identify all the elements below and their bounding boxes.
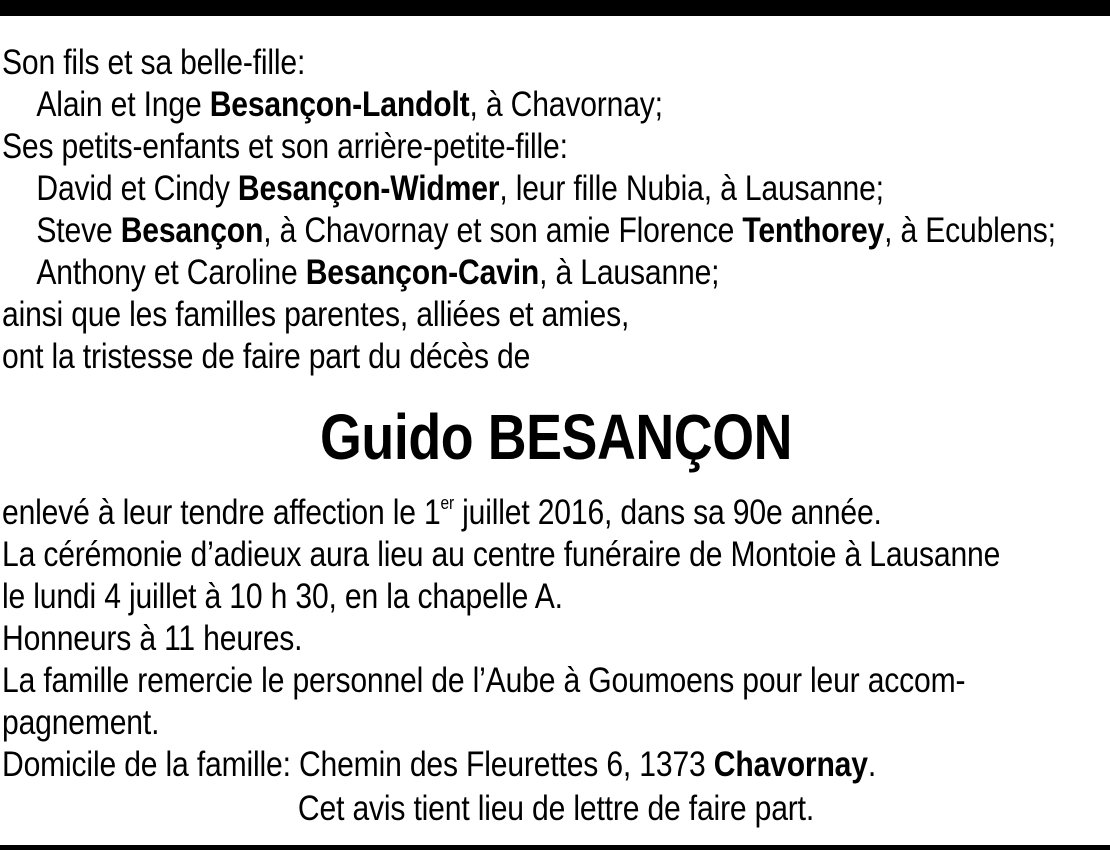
thanks-line-2: pagnement. — [2, 703, 160, 742]
honors-line: Honneurs à 11 heures. — [2, 619, 303, 658]
address-town: Chavornay — [713, 745, 868, 784]
son-names-surname: Besançon-Landolt — [209, 85, 470, 124]
grandchild-line-3 — [2, 252, 955, 294]
address-prefix: Domicile de la famille: Chemin des Fleurettes 6, 1373 — [2, 745, 714, 784]
son-names-line — [2, 84, 955, 126]
death-prefix: enlevé à leur tendre affection le 1 — [2, 493, 441, 532]
ceremony-line-1: La cérémonie d’adieux aura lieu au centre funéraire de Montoie à Lausanne — [2, 535, 1001, 574]
son-heading: Son fils et sa belle-fille: — [2, 43, 306, 82]
gc2-middle: , à Chavornay et son amie Florence — [263, 211, 743, 250]
families-line: ainsi que les familles parentes, alliées et amies, — [2, 295, 630, 334]
ceremony-line-2: le lundi 4 juillet à 10 h 30, en la chapelle A. — [2, 577, 563, 616]
gc2-suffix: , à Ecublens; — [884, 211, 1056, 250]
son-names-prefix: Alain et Inge — [36, 85, 210, 124]
death-suffix: juillet 2016, dans sa 90e année. — [453, 493, 882, 532]
gc3-suffix: , à Lausanne; — [539, 253, 720, 292]
death-ordinal: er — [440, 493, 454, 513]
gc3-surname: Besançon-Cavin — [305, 253, 540, 292]
gc1-suffix: , leur fille Nubia, à Lausanne; — [499, 169, 884, 208]
gc1-surname: Besançon-Widmer — [237, 169, 500, 208]
address-line — [2, 744, 955, 786]
son-names-suffix: , à Chavornay; — [469, 85, 663, 124]
grandchild-line-2 — [2, 210, 1056, 252]
grandchildren-heading: Ses petits-enfants et son arrière-petite-fille: — [2, 127, 568, 166]
grandchild-line-1 — [2, 168, 955, 210]
deceased-name-text: Guido BESANÇON — [320, 401, 792, 473]
gc2-partner-surname: Tenthorey — [742, 211, 885, 250]
bottom-rule — [0, 845, 1110, 850]
top-rule — [0, 0, 1110, 16]
gc2-surname: Besançon — [120, 211, 264, 250]
gc2-prefix: Steve — [36, 211, 121, 250]
gc3-prefix: Anthony et Caroline — [36, 253, 306, 292]
address-suffix: . — [867, 745, 877, 784]
deceased-name — [91, 378, 1022, 492]
closing-line: Cet avis tient lieu de lettre de faire part. — [297, 789, 815, 828]
death-date-line — [2, 492, 955, 534]
announce-line: ont la tristesse de faire part du décès de — [2, 337, 531, 376]
thanks-line-1: La famille remercie le personnel de l’Aube à Goumoens pour leur accom- — [2, 661, 966, 700]
obituary-notice — [2, 42, 1110, 830]
gc1-prefix: David et Cindy — [36, 169, 238, 208]
